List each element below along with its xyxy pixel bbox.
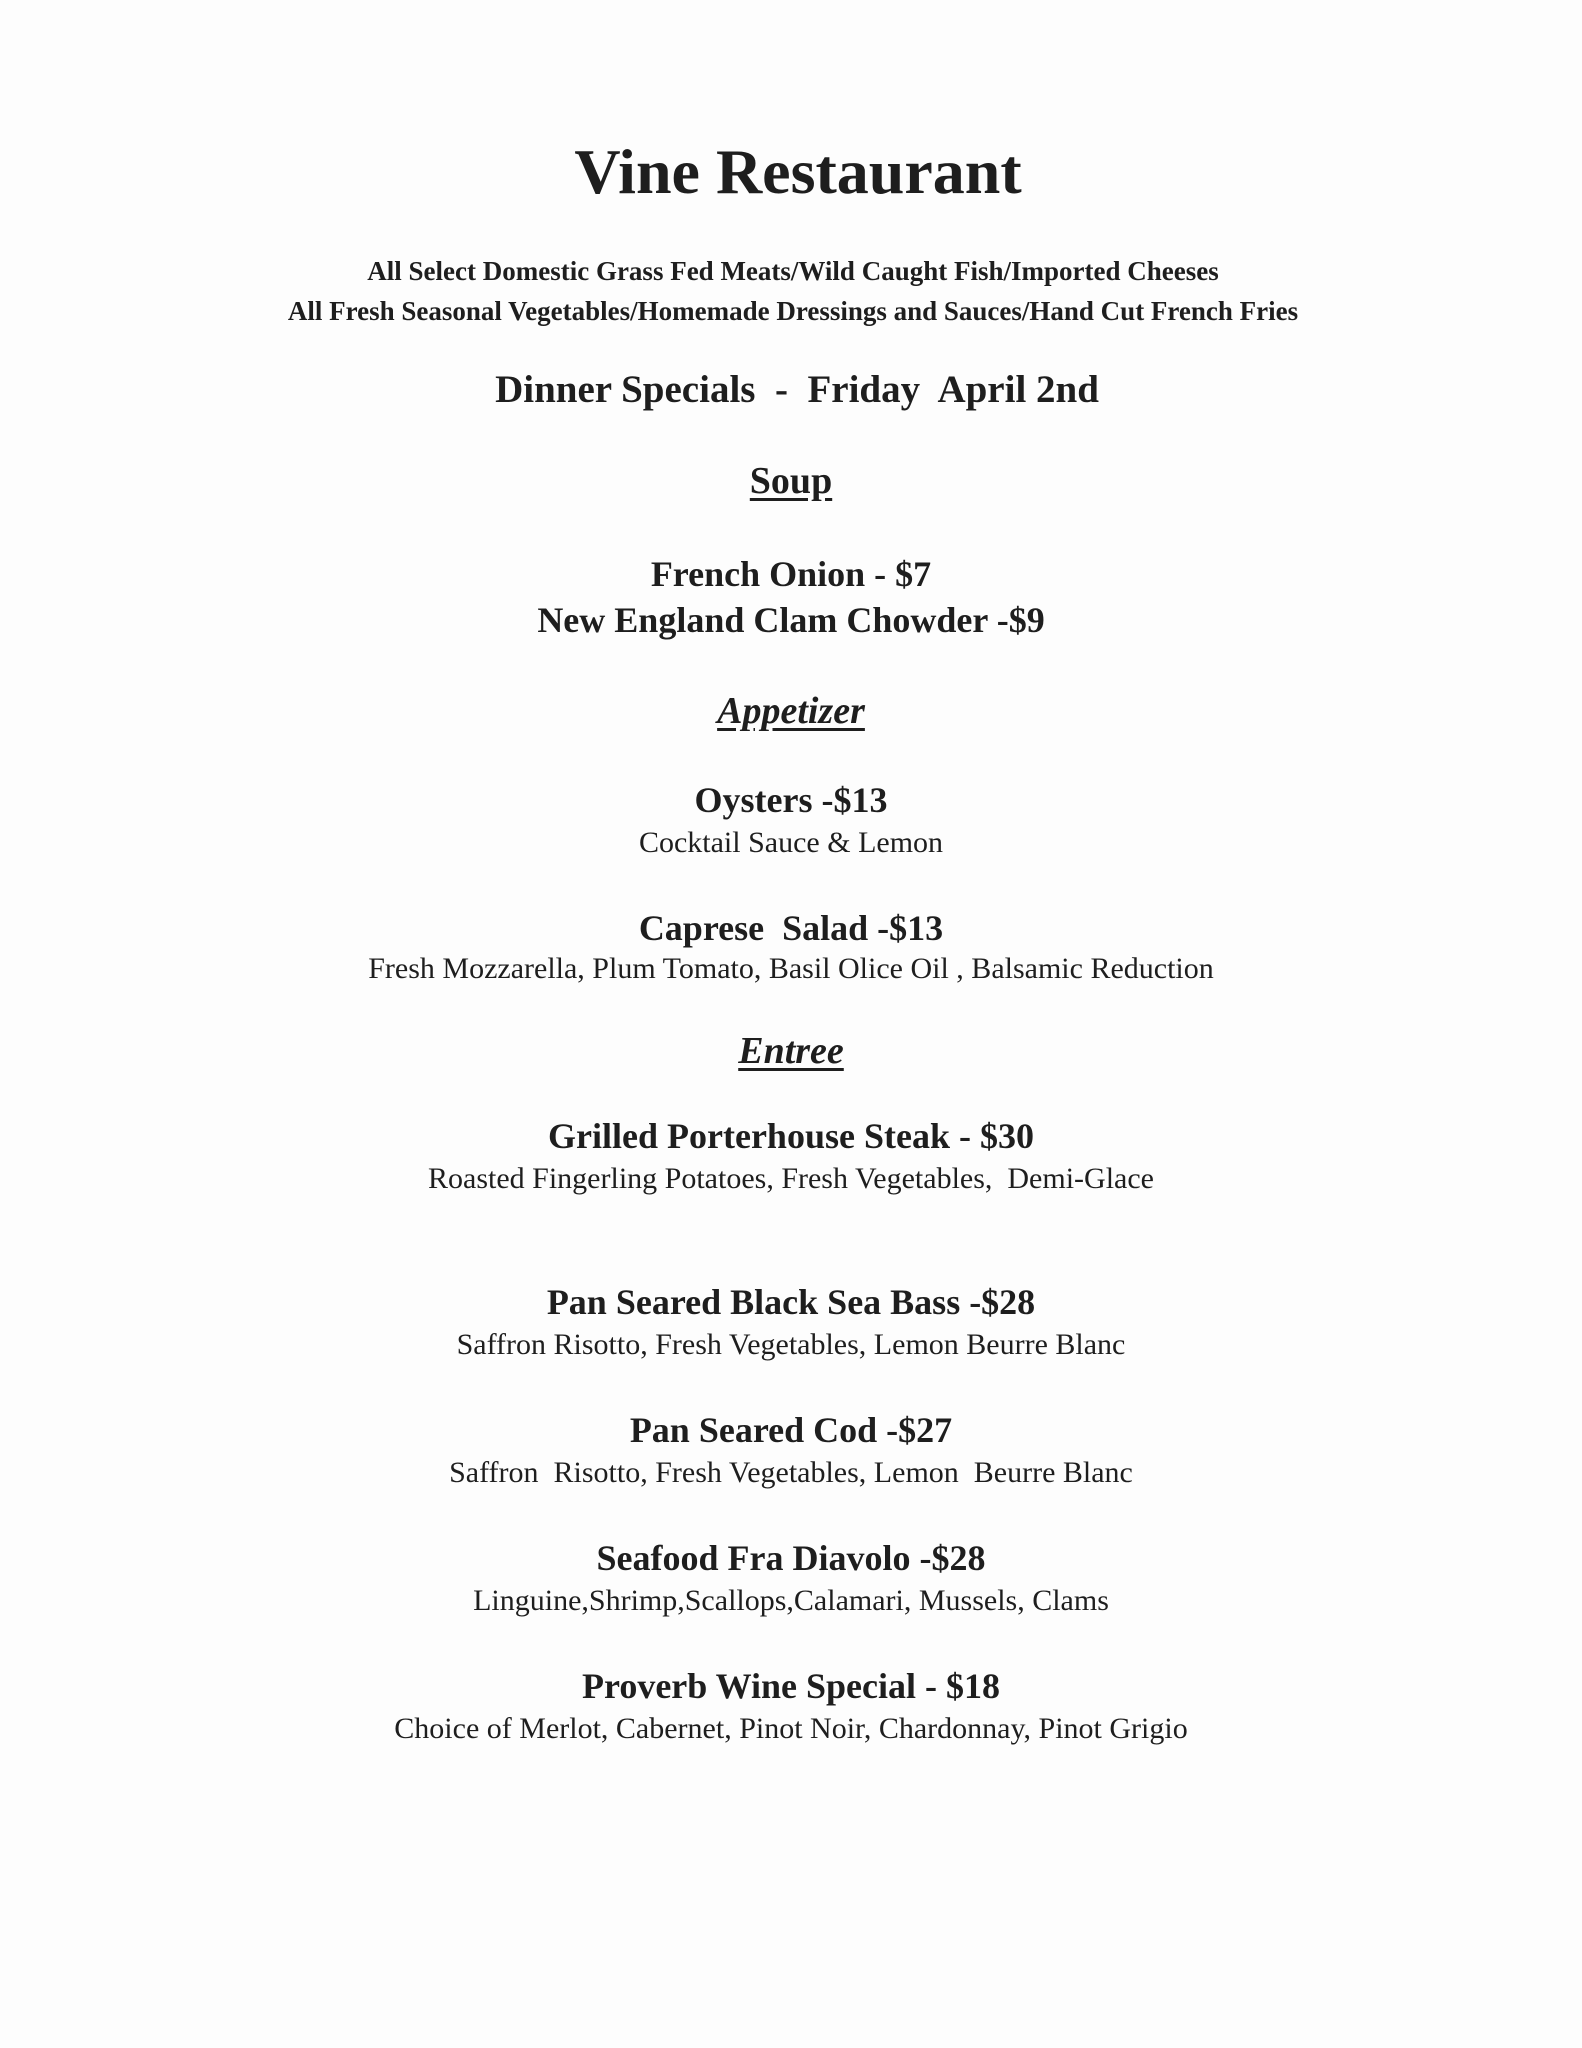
menu-item-proverb-wine-special-description: Choice of Merlot, Cabernet, Pinot Noir, Chardonnay, Pinot Grigio <box>394 1712 1188 1745</box>
menu-item-seafood-fra-diavolo-description: Linguine,Shrimp,Scallops,Calamari, Mussels, Clams <box>473 1584 1109 1617</box>
menu-item-black-sea-bass-description: Saffron Risotto, Fresh Vegetables, Lemon Beurre Blanc <box>456 1328 1126 1361</box>
menu-item-oysters: Oysters -$13 <box>694 780 888 820</box>
menu-item-caprese-salad: Caprese Salad -$13 <box>638 908 944 948</box>
menu-item-pan-seared-cod-description: Saffron Risotto, Fresh Vegetables, Lemon Beurre Blanc <box>449 1456 1133 1489</box>
menu-item-oysters-description: Cocktail Sauce & Lemon <box>638 826 944 859</box>
menu-item-caprese-salad-description: Fresh Mozzarella, Plum Tomato, Basil Olice Oil , Balsamic Reduction <box>368 952 1214 985</box>
menu-item-clam-chowder: New England Clam Chowder -$9 <box>537 600 1045 640</box>
menu-item-proverb-wine-special: Proverb Wine Special - $18 <box>582 1666 1000 1706</box>
section-heading-entree: Entree <box>738 1030 844 1072</box>
menu-item-pan-seared-cod: Pan Seared Cod -$27 <box>629 1410 953 1450</box>
menu-item-seafood-fra-diavolo: Seafood Fra Diavolo -$28 <box>596 1538 986 1578</box>
tagline-meats: All Select Domestic Grass Fed Meats/Wild Caught Fish/Imported Cheeses <box>367 256 1219 286</box>
tagline-vegetables: All Fresh Seasonal Vegetables/Homemade Dressings and Sauces/Hand Cut French Fries <box>287 296 1299 326</box>
menu-item-french-onion: French Onion - $7 <box>650 554 932 594</box>
section-heading-soup: Soup <box>749 460 833 502</box>
specials-heading: Dinner Specials - Friday April 2nd <box>495 368 1099 411</box>
section-heading-appetizer: Appetizer <box>717 690 865 732</box>
menu-item-porterhouse-steak-description: Roasted Fingerling Potatoes, Fresh Vegetables, Demi-Glace <box>428 1162 1154 1195</box>
menu-item-black-sea-bass: Pan Seared Black Sea Bass -$28 <box>546 1282 1036 1322</box>
menu-item-porterhouse-steak: Grilled Porterhouse Steak - $30 <box>548 1116 1034 1156</box>
restaurant-title: Vine Restaurant <box>574 136 1022 207</box>
